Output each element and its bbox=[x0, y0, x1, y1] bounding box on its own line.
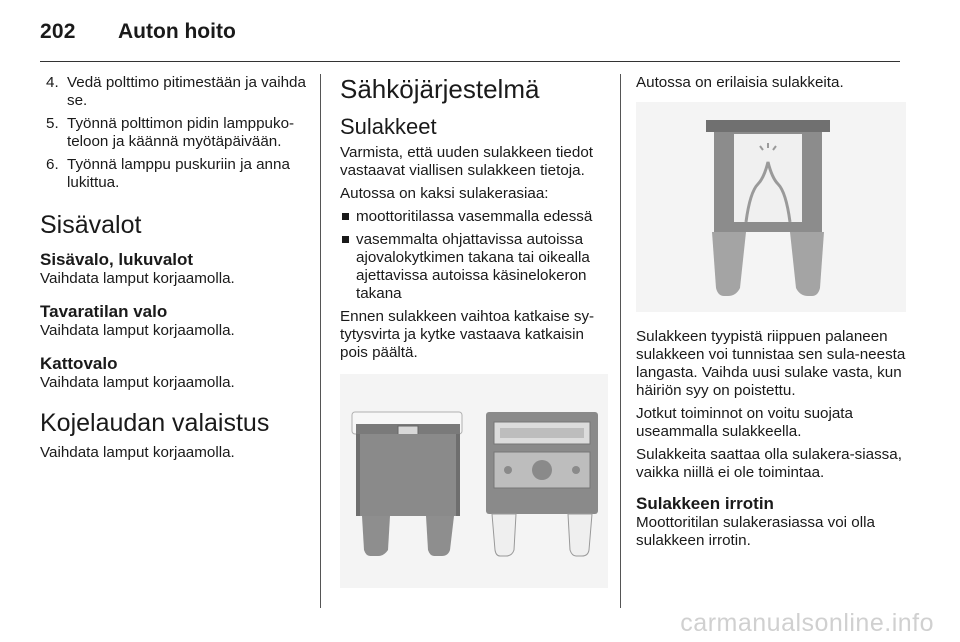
paragraph: Vaihdata lamput korjaamolla. bbox=[40, 374, 235, 391]
heading-interior-lights: Sisävalot bbox=[40, 211, 142, 239]
list-item bbox=[340, 208, 608, 226]
paragraph: Vaihdata lamput korjaamolla. bbox=[40, 270, 235, 287]
step-item bbox=[40, 74, 308, 110]
step-number: 4. bbox=[46, 74, 59, 91]
step-item bbox=[40, 115, 308, 151]
bullet-text: vasemmalta ohjattavissa autoissa ajovalokytkimen takana tai oikealla ajettavissa autoissa käsinelokeron takana bbox=[356, 231, 590, 302]
column-divider bbox=[320, 74, 321, 608]
paragraph: Autossa on erilaisia sulakkeita. bbox=[636, 74, 844, 91]
chapter-title: Auton hoito bbox=[118, 20, 236, 43]
step-number: 6. bbox=[46, 156, 59, 173]
page-number: 202 bbox=[40, 20, 76, 43]
watermark: carmanualsonline.info bbox=[680, 609, 934, 637]
subheading-trunk-light: Tavaratilan valo bbox=[40, 302, 168, 321]
fuse-types-icon bbox=[340, 374, 608, 588]
subheading-reading-lights: Sisävalo, lukuvalot bbox=[40, 250, 194, 269]
column-divider bbox=[620, 74, 621, 608]
heading-dashboard-lights: Kojelaudan valaistus bbox=[40, 409, 270, 437]
subheading-fuse-extractor: Sulakkeen irrotin bbox=[636, 494, 774, 513]
step-text: Työnnä polttimon pidin lamppuko-teloon ja käännä myötäpäivään. bbox=[67, 115, 295, 150]
bullet-text: moottoritilassa vasemmalla edessä bbox=[356, 208, 593, 225]
paragraph: Vaihdata lamput korjaamolla. bbox=[40, 322, 235, 339]
paragraph: Autossa on kaksi sulakerasiaa: bbox=[340, 185, 549, 202]
bullet-icon bbox=[342, 236, 349, 243]
subheading-fuses: Sulakkeet bbox=[340, 114, 437, 139]
column-1 bbox=[40, 74, 308, 467]
blade-fuse-icon bbox=[636, 102, 906, 312]
heading-electrical-system: Sähköjärjestelmä bbox=[340, 74, 540, 104]
paragraph: Ennen sulakkeen vaihtoa katkaise sy-tytysvirta ja kytke vastaava katkaisin pois päältä. bbox=[340, 308, 595, 361]
paragraph: Moottoritilan sulakerasiassa voi olla sulakkeen irrotin. bbox=[636, 514, 875, 549]
column-2 bbox=[340, 74, 608, 588]
blade-fuse-illustration bbox=[636, 102, 906, 312]
paragraph: Vaihdata lamput korjaamolla. bbox=[40, 444, 235, 461]
list-item bbox=[340, 231, 608, 303]
paragraph: Jotkut toiminnot on voitu suojata useammalla sulakkeella. bbox=[636, 405, 853, 440]
step-text: Työnnä lamppu puskuriin ja anna lukittua. bbox=[67, 156, 290, 191]
step-number: 5. bbox=[46, 115, 59, 132]
subheading-roof-light: Kattovalo bbox=[40, 354, 118, 373]
page-header bbox=[40, 18, 900, 62]
paragraph: Sulakkeen tyypistä riippuen palaneen sulakkeen voi tunnistaa sen sula-neesta langasta. Vaihda uusi sulake vasta, kun häiriön syy on poistettu. bbox=[636, 328, 906, 399]
column-3 bbox=[636, 74, 906, 555]
step-text: Vedä polttimo pitimestään ja vaihda se. bbox=[67, 74, 306, 109]
fuses-illustration bbox=[340, 374, 608, 588]
bullet-icon bbox=[342, 213, 349, 220]
paragraph: Sulakkeita saattaa olla sulakera-siassa, vaikka niillä ei ole toimintaa. bbox=[636, 446, 902, 481]
step-item bbox=[40, 156, 308, 192]
paragraph: Varmista, että uuden sulakkeen tiedot vastaavat viallisen sulakkeen tietoja. bbox=[340, 144, 593, 179]
